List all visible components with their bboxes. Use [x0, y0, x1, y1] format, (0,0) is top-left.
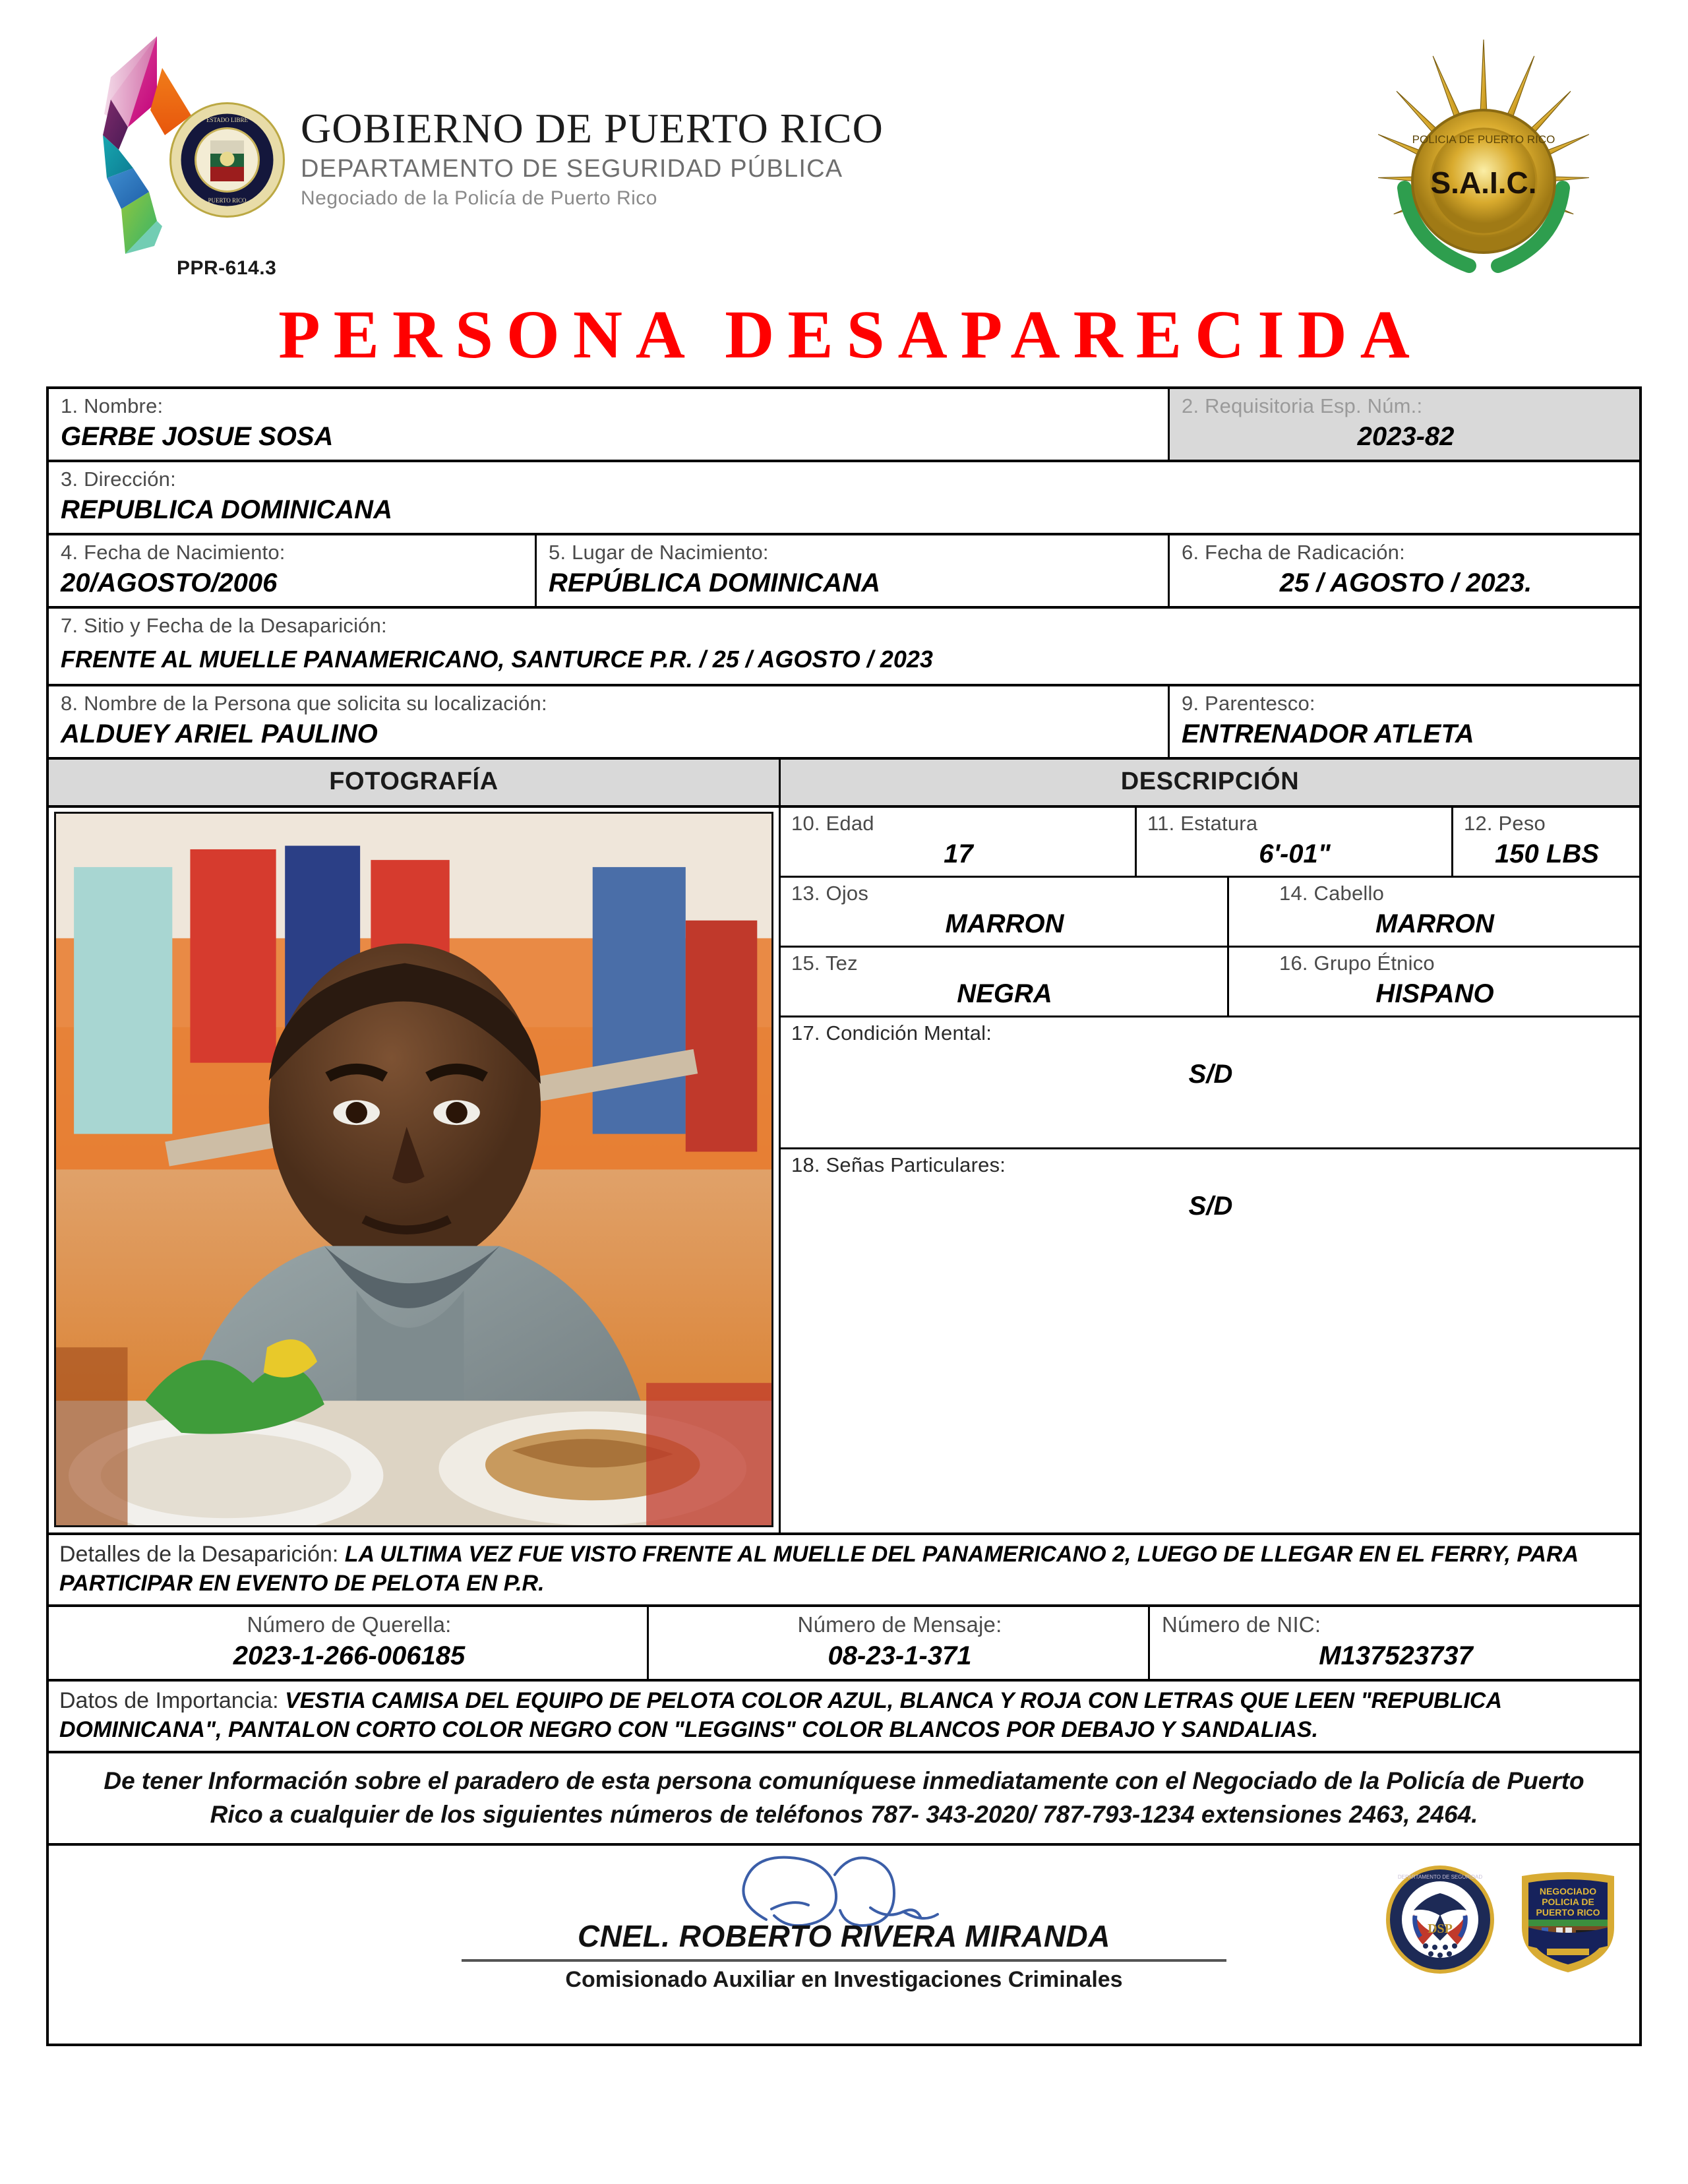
field-fecha-radicacion: [1170, 535, 1639, 606]
field-ojos-value: MARRON: [945, 909, 1064, 938]
field-peso-value: 150 LBS: [1495, 839, 1599, 868]
form-row-direccion: [49, 462, 1639, 535]
field-peso: [1453, 808, 1639, 876]
saic-badge-text: S.A.I.C.: [1430, 166, 1537, 200]
field-edad: [781, 808, 1137, 876]
field-numero-nic-value: M137523737: [1319, 1641, 1473, 1671]
field-grupo-etnico-value: HISPANO: [1375, 979, 1494, 1008]
form-row-importancia: [49, 1682, 1639, 1753]
field-numero-mensaje-value: 08-23-1-371: [828, 1641, 972, 1671]
form-row-numeros: [49, 1607, 1639, 1682]
field-solicitante-label: 8. Nombre de la Persona que solicita su localización:: [61, 692, 547, 715]
field-tez: [781, 948, 1229, 1016]
field-fecha-radicacion-value: 25 / AGOSTO / 2023.: [1279, 568, 1532, 597]
field-numero-querella: [49, 1607, 649, 1679]
desc-row-edad-estatura-peso: [781, 808, 1639, 878]
field-peso-label: 12. Peso: [1464, 812, 1546, 835]
field-cabello: [1229, 878, 1639, 946]
missing-person-form: [46, 386, 1642, 2046]
field-direccion-label: 3. Dirección:: [61, 468, 176, 491]
signature-name: CNEL. ROBERTO RIVERA MIRANDA: [578, 1919, 1110, 1954]
dsp-badge-text: DSP: [1428, 1922, 1453, 1937]
description-column: [781, 808, 1639, 1532]
saic-badge-icon: [1378, 26, 1589, 290]
field-estatura: [1137, 808, 1453, 876]
gov-line-2: DEPARTAMENTO DE SEGURIDAD PÚBLICA: [301, 155, 843, 183]
field-datos-importancia: [49, 1682, 1639, 1751]
signature-line: [462, 1959, 1226, 1962]
field-condicion-mental-label: 17. Condición Mental:: [791, 1021, 992, 1045]
section-descripcion-title: DESCRIPCIÓN: [781, 760, 1639, 805]
field-fecha-nacimiento-value: 20/AGOSTO/2006: [61, 568, 278, 597]
field-numero-nic: [1150, 1607, 1639, 1679]
field-sitio-fecha-label: 7. Sitio y Fecha de la Desaparición:: [61, 614, 387, 637]
form-row-nacimiento: [49, 535, 1639, 609]
field-parentesco: [1170, 686, 1639, 757]
field-grupo-etnico-label: 16. Grupo Étnico: [1279, 952, 1435, 975]
field-lugar-nacimiento: [537, 535, 1170, 606]
field-edad-value: 17: [944, 839, 973, 868]
svg-text:POLICIA DE PUERTO RICO: POLICIA DE PUERTO RICO: [1412, 133, 1555, 146]
field-numero-querella-label: Número de Querella:: [247, 1612, 452, 1637]
field-condicion-mental: [781, 1017, 1639, 1147]
field-requisitoria-label: 2. Requisitoria Esp. Núm.:: [1182, 394, 1423, 417]
field-ojos: [781, 878, 1229, 946]
field-sitio-fecha: [49, 609, 1639, 684]
field-nombre-label: 1. Nombre:: [61, 394, 164, 417]
field-direccion: [49, 462, 1639, 533]
field-requisitoria: [1170, 389, 1639, 460]
field-detalles: [49, 1535, 1639, 1604]
field-numero-mensaje-label: Número de Mensaje:: [797, 1612, 1002, 1637]
field-fecha-nacimiento-label: 4. Fecha de Nacimiento:: [61, 541, 286, 564]
field-lugar-nacimiento-value: REPÚBLICA DOMINICANA: [549, 568, 880, 597]
field-senas-particulares: [781, 1149, 1639, 1532]
gov-line-3: Negociado de la Policía de Puerto Rico: [301, 187, 657, 209]
gov-line-1: GOBIERNO DE PUERTO RICO: [301, 105, 884, 152]
svg-text:PUERTO RICO: PUERTO RICO: [1536, 1907, 1600, 1918]
form-row-firma: [49, 1846, 1639, 2044]
field-lugar-nacimiento-label: 5. Lugar de Nacimiento:: [549, 541, 769, 564]
importancia-paragraph: [49, 1682, 1639, 1751]
section-band-row: [49, 760, 1639, 808]
field-condicion-mental-value: S/D: [1188, 1060, 1233, 1089]
detalles-paragraph: [49, 1535, 1639, 1604]
field-parentesco-label: 9. Parentesco:: [1182, 692, 1315, 715]
field-direccion-value: REPUBLICA DOMINICANA: [61, 495, 392, 524]
signature-cell: [49, 1846, 1639, 2044]
form-row-aviso: [49, 1753, 1639, 1846]
field-tez-value: NEGRA: [957, 979, 1052, 1008]
contact-notice-cell: [49, 1753, 1639, 1843]
desc-row-senas-particulares: [781, 1149, 1639, 1532]
government-titles: [301, 107, 884, 210]
field-tez-label: 15. Tez: [791, 952, 858, 975]
importancia-value: VESTIA CAMISA DEL EQUIPO DE PELOTA COLOR AZUL, BLANCA Y ROJA CON LETRAS QUE LEEN "REPUBLICA DOMINICANA", PANTALON CORTO COLOR NEGRO CON "LEGGINS" COLOR BLANCOS POR DEBAJO Y SANDALIAS.: [59, 1688, 1501, 1742]
contact-notice: De tener Información sobre el paradero de esta persona comuníquese inmediatamente con el Negociado de la Policía de Puerto Rico a cualquier de los siguientes números de teléfonos 787- 343-2020/ 787-793-1234 extensiones 2463, 2464.: [104, 1767, 1584, 1829]
field-nombre-value: GERBE JOSUE SOSA: [61, 422, 334, 451]
field-solicitante-value: ALDUEY ARIEL PAULINO: [61, 719, 378, 748]
field-edad-label: 10. Edad: [791, 812, 874, 835]
field-senas-particulares-label: 18. Señas Particulares:: [791, 1153, 1006, 1176]
form-code: PPR-614.3: [177, 257, 277, 279]
field-estatura-label: 11. Estatura: [1147, 812, 1258, 835]
field-fecha-radicacion-label: 6. Fecha de Radicación:: [1182, 541, 1405, 564]
field-estatura-value: 6'-01": [1259, 839, 1331, 868]
form-row-solicitante: [49, 686, 1639, 760]
svg-text:DEPARTAMENTO DE SEGURIDAD: DEPARTAMENTO DE SEGURIDAD: [1397, 1874, 1483, 1881]
svg-text:PUERTO RICO: PUERTO RICO: [208, 197, 247, 204]
missing-person-photo: [54, 812, 773, 1527]
page-title: PERSONA DESAPARECIDA: [278, 297, 1423, 373]
svg-text:POLICIA DE: POLICIA DE: [1542, 1896, 1594, 1908]
field-solicitante: [49, 686, 1170, 757]
field-nombre: [49, 389, 1170, 460]
field-sitio-fecha-value: FRENTE AL MUELLE PANAMERICANO, SANTURCE P.R. / 25 / AGOSTO / 2023: [61, 646, 933, 673]
form-row-detalles: [49, 1535, 1639, 1607]
signature-title: Comisionado Auxiliar en Investigaciones Criminales: [565, 1967, 1123, 1993]
desc-row-ojos-cabello: [781, 878, 1639, 948]
detalles-value: LA ULTIMA VEZ FUE VISTO FRENTE AL MUELLE DEL PANAMERICANO 2, LUEGO DE LLEGAR EN EL FERRY, PARA PARTICIPAR EN EVENTO DE PELOTA EN P.R.: [59, 1542, 1578, 1596]
form-row-sitio: [49, 609, 1639, 686]
desc-row-tez-etnico: [781, 948, 1639, 1017]
field-grupo-etnico: [1229, 948, 1639, 1016]
section-fotografia-title: FOTOGRAFÍA: [49, 760, 781, 805]
government-logo-group: [99, 36, 884, 254]
field-numero-nic-label: Número de NIC:: [1162, 1612, 1321, 1637]
svg-text:NEGOCIADO: NEGOCIADO: [1539, 1886, 1597, 1897]
field-fecha-nacimiento: [49, 535, 537, 606]
field-numero-querella-value: 2023-1-266-006185: [233, 1641, 466, 1671]
form-row-name: [49, 389, 1639, 462]
photo-cell: [49, 808, 781, 1532]
photo-description-row: [49, 808, 1639, 1535]
importancia-label: Datos de Importancia:: [59, 1688, 279, 1714]
puerto-rico-seal-icon: [169, 102, 285, 218]
field-senas-particulares-value: S/D: [1188, 1192, 1233, 1221]
field-numero-mensaje: [649, 1607, 1150, 1679]
desc-row-condicion-mental: [781, 1017, 1639, 1149]
field-ojos-label: 13. Ojos: [791, 882, 869, 905]
svg-text:ESTADO LIBRE: ESTADO LIBRE: [206, 117, 249, 123]
field-cabello-value: MARRON: [1375, 909, 1494, 938]
field-parentesco-value: ENTRENADOR ATLETA: [1182, 719, 1474, 748]
detalles-label: Detalles de la Desaparición:: [59, 1542, 339, 1567]
document-header: [0, 0, 1688, 297]
field-cabello-label: 14. Cabello: [1279, 882, 1385, 905]
field-requisitoria-value: 2023-82: [1357, 422, 1455, 451]
